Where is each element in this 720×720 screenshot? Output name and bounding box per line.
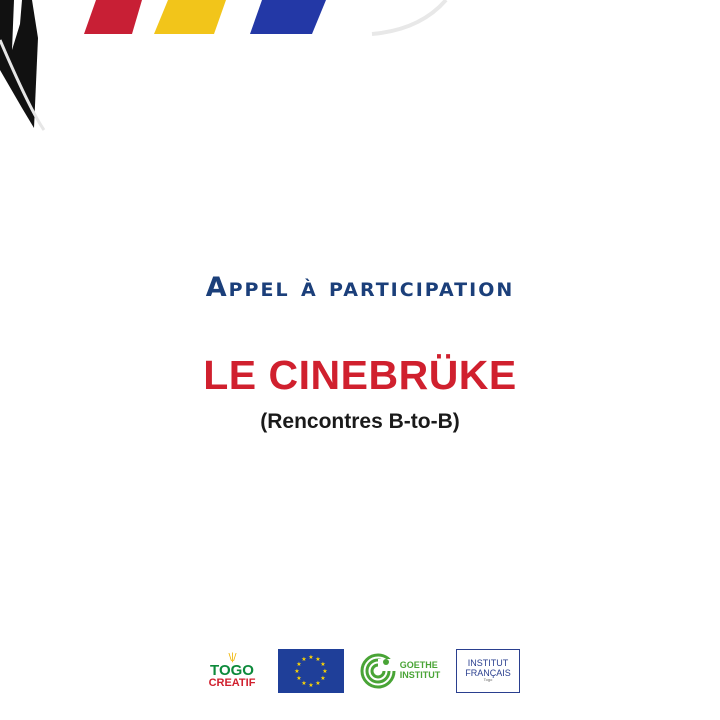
institut-line1: INSTITUT bbox=[467, 658, 509, 669]
svg-text:★: ★ bbox=[320, 675, 326, 682]
partner-logos bbox=[0, 648, 720, 694]
goethe-circle-icon bbox=[360, 653, 396, 689]
togo-creatif-line2: CREATIF bbox=[208, 677, 256, 689]
institut-line2: FRANÇAIS bbox=[465, 667, 511, 678]
svg-text:★: ★ bbox=[308, 654, 314, 661]
togo-creatif-line1: TOGO bbox=[210, 662, 254, 679]
event-subtitle: (Rencontres B-to-B) bbox=[260, 410, 460, 433]
red-stripe bbox=[84, 0, 142, 34]
svg-text:★: ★ bbox=[296, 661, 302, 668]
institut-francais-logo bbox=[456, 649, 520, 693]
blue-stripe bbox=[250, 0, 326, 34]
eu-flag-logo bbox=[278, 649, 344, 693]
event-title: LE CINEBRÜKE bbox=[203, 352, 517, 398]
svg-text:★: ★ bbox=[294, 668, 300, 675]
goethe-line2: INSTITUT bbox=[399, 670, 441, 680]
eu-stars-icon bbox=[278, 649, 344, 693]
sun-rays-icon: \|/ bbox=[228, 652, 236, 663]
svg-text:★: ★ bbox=[315, 680, 321, 687]
svg-text:★: ★ bbox=[322, 668, 328, 675]
black-stripe bbox=[0, 0, 38, 128]
clapperboard-stripes bbox=[0, 0, 720, 140]
outline-curve bbox=[0, 40, 44, 130]
outline-curve-right bbox=[372, 0, 446, 34]
togo-creatif-logo bbox=[200, 649, 264, 693]
svg-text:★: ★ bbox=[315, 656, 321, 663]
svg-text:★: ★ bbox=[296, 675, 302, 682]
goethe-institut-logo bbox=[358, 649, 442, 693]
svg-text:★: ★ bbox=[320, 661, 326, 668]
svg-text:★: ★ bbox=[301, 656, 307, 663]
institut-line3: Togo bbox=[483, 677, 493, 683]
goethe-line1: GOETHE bbox=[399, 660, 438, 671]
white-gap bbox=[12, 0, 22, 50]
svg-text:★: ★ bbox=[308, 682, 314, 689]
yellow-stripe bbox=[154, 0, 226, 34]
svg-text:★: ★ bbox=[301, 680, 307, 687]
page-headline: Appel à participation bbox=[205, 272, 515, 303]
